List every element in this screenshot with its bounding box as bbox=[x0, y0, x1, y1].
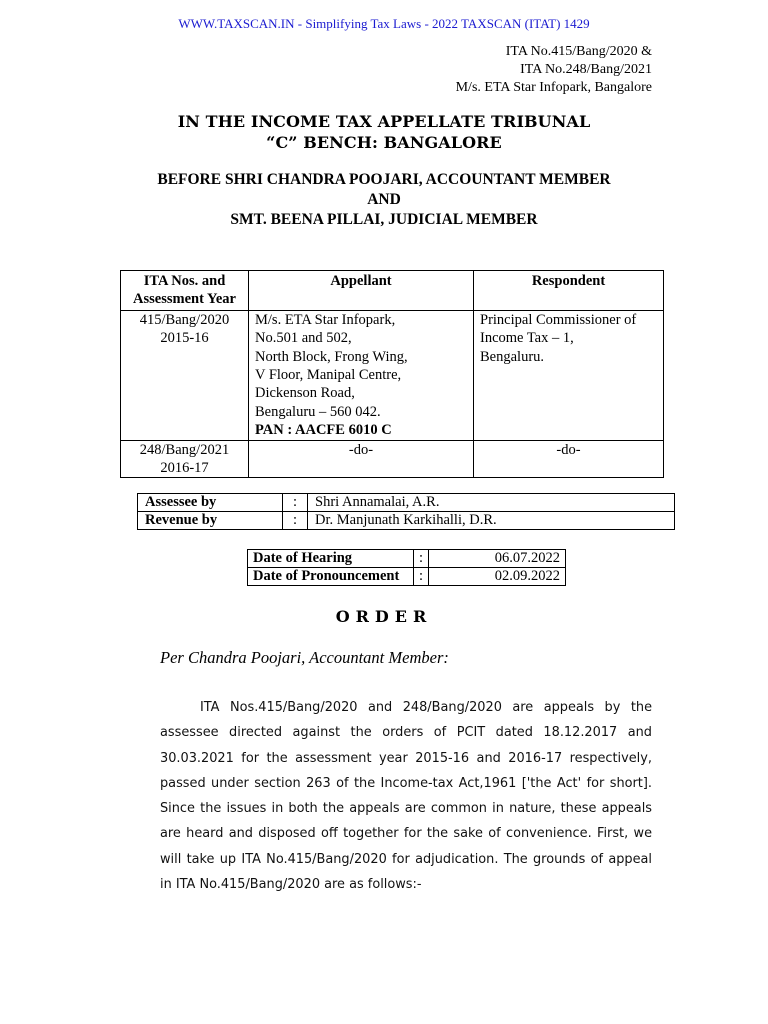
address-line: M/s. ETA Star Infopark, bbox=[255, 311, 396, 328]
bench-name: “C” BENCH: BANGALORE bbox=[266, 133, 502, 152]
column-header-respondent: Respondent bbox=[474, 271, 664, 311]
separator: : bbox=[414, 568, 429, 586]
paragraph-text: ITA Nos.415/Bang/2020 and 248/Bang/2020 are appeals by the assessee directed against the orders of PCIT dated 18.12.2017 and 30.03.2021 for the assessment year 2015-16 and 2016-17 respectively, passed under section 263 of the Income-tax Act,1961 ['the Act' for short]. Since the issues in both the appeals are common in nature, these appeals are heard and disposed off together for the sake of convenience. First, we will take up ITA No.415/Bang/2020 for adjudication. The grounds of appeal in ITA No.415/Bang/2020 are as follows:- bbox=[160, 700, 652, 893]
assessee-label: Assessee by bbox=[138, 494, 283, 512]
table-header-row bbox=[121, 271, 664, 311]
revenue-representative: Dr. Manjunath Karkihalli, D.R. bbox=[308, 512, 675, 530]
dates-table bbox=[247, 549, 566, 586]
ita-cell bbox=[121, 440, 249, 478]
assessment-year: 2015-16 bbox=[160, 330, 209, 347]
bench-members bbox=[0, 170, 768, 230]
header-text: ITA Nos. and bbox=[143, 273, 226, 289]
tribunal-heading bbox=[0, 111, 768, 153]
table-row bbox=[121, 440, 664, 478]
tribunal-name: IN THE INCOME TAX APPELLATE TRIBUNAL bbox=[177, 112, 591, 131]
separator: : bbox=[283, 512, 308, 530]
parties-table bbox=[120, 270, 664, 478]
address-line: Bengaluru – 560 042. bbox=[255, 403, 381, 420]
order-paragraph bbox=[160, 695, 652, 897]
ita-number: 415/Bang/2020 bbox=[139, 311, 230, 328]
table-row bbox=[138, 512, 675, 530]
address-line: North Block, Frong Wing, bbox=[255, 348, 408, 365]
respondent-cell: -do- bbox=[474, 440, 664, 478]
respondent-line: Principal Commissioner of bbox=[480, 311, 637, 328]
appellant-cell: -do- bbox=[249, 440, 474, 478]
separator: : bbox=[283, 494, 308, 512]
respondent-cell bbox=[474, 310, 664, 440]
revenue-label: Revenue by bbox=[138, 512, 283, 530]
ita-number: 248/Bang/2021 bbox=[139, 441, 230, 458]
representation-table bbox=[137, 493, 675, 530]
appellant-cell bbox=[249, 310, 474, 440]
address-line: Dickenson Road, bbox=[255, 385, 355, 402]
pronouncement-date-label: Date of Pronouncement bbox=[248, 568, 414, 586]
table-row bbox=[248, 550, 566, 568]
column-header-ita bbox=[121, 271, 249, 311]
member-line: BEFORE SHRI CHANDRA POOJARI, ACCOUNTANT MEMBER bbox=[157, 171, 611, 188]
case-ref-line: M/s. ETA Star Infopark, Bangalore bbox=[455, 80, 652, 95]
table-row bbox=[248, 568, 566, 586]
header-text: Assessment Year bbox=[133, 291, 236, 308]
pan-number: PAN : AACFE 6010 C bbox=[255, 422, 392, 439]
respondent-line: Income Tax – 1, bbox=[480, 330, 574, 347]
case-ref-line: ITA No.415/Bang/2020 & bbox=[505, 44, 652, 59]
table-row bbox=[121, 310, 664, 440]
ita-cell bbox=[121, 310, 249, 440]
case-reference bbox=[456, 43, 652, 97]
separator: : bbox=[414, 550, 429, 568]
member-line: SMT. BEENA PILLAI, JUDICIAL MEMBER bbox=[230, 211, 538, 228]
assessment-year: 2016-17 bbox=[160, 460, 209, 477]
site-header-link[interactable]: WWW.TAXSCAN.IN - Simplifying Tax Laws - 2022 TAXSCAN (ITAT) 1429 bbox=[178, 16, 590, 31]
table-row bbox=[138, 494, 675, 512]
pronouncement-date-value: 02.09.2022 bbox=[429, 568, 566, 586]
case-ref-line: ITA No.248/Bang/2021 bbox=[520, 62, 652, 77]
member-conjunction: AND bbox=[367, 191, 401, 208]
respondent-line: Bengaluru. bbox=[480, 348, 545, 365]
assessee-representative: Shri Annamalai, A.R. bbox=[308, 494, 675, 512]
address-line: No.501 and 502, bbox=[255, 330, 352, 347]
author-line: Per Chandra Poojari, Accountant Member: bbox=[160, 648, 449, 667]
hearing-date-value: 06.07.2022 bbox=[429, 550, 566, 568]
hearing-date-label: Date of Hearing bbox=[248, 550, 414, 568]
column-header-appellant: Appellant bbox=[249, 271, 474, 311]
order-title: ORDER bbox=[335, 607, 433, 626]
address-line: V Floor, Manipal Centre, bbox=[255, 367, 402, 384]
